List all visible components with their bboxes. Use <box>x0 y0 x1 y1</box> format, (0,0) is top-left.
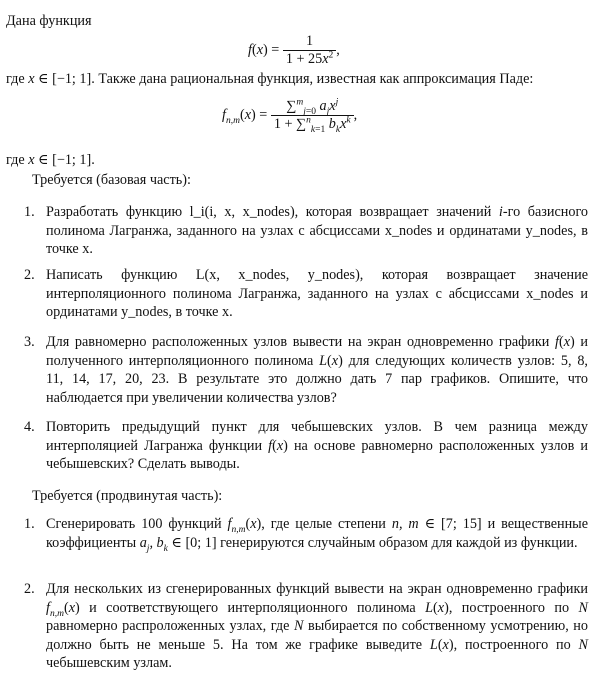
advanced-item-2-number: 2. <box>24 581 35 597</box>
pade-formula <box>222 98 357 133</box>
f-numerator: 1 <box>283 33 336 51</box>
advanced-header: Требуется (продвинутая часть): <box>32 488 223 504</box>
pade-denominator: 1 + ∑$^n_{k=1}$ $b_kx^k$ <box>273 115 351 135</box>
basic-item-4-text: Повторить предыдущий пункт для чебышевских узлов. В чем разница между интерполяцией Лагранжа функции f(x) на основе равномерно расположенных узлов и чебышевских? Сделать выводы. <box>46 419 588 473</box>
f-denominator: $1 + 25x^2$ <box>285 50 334 67</box>
pade-fraction <box>271 98 354 133</box>
basic-item-1-text: Разработать функцию l_i(i, x, x_nodes), которая возвращает значений i-го базисного полинома Лагранжа, заданного на узлах с абсциссами x_nodes и ординатами y_nodes, в точке x. <box>46 204 589 258</box>
pade-numerator: ∑$^m_{j=0}$ $a_jx^j$ <box>271 98 354 116</box>
advanced-item-1-text: Сгенерировать 100 функций $f_{n,m}(x)$, где целые степени n, m ∈ [7; 15] и вещественные коэффициенты $a_j$, $b_k$ ∈ [0; 1] генерируются случайным образом для каждой из функции. <box>46 516 589 554</box>
f-fraction <box>283 33 336 68</box>
pade-lhs: $f_{n,m}(x)$ = <box>222 107 271 126</box>
basic-item-1-number: 1. <box>24 204 35 220</box>
domain-line-1: где x ∈ [−1; 1]. Также дана рациональная функция, известная как аппроксимация Паде: <box>6 71 534 87</box>
pade-tail: , <box>353 107 358 123</box>
domain-line-2: где x ∈ [−1; 1]. <box>6 152 95 168</box>
basic-item-2-text: Написать функцию L(x, x_nodes, y_nodes), которая возвращает значение интерполяционного полинома Лагранжа, заданного на узлах с абсциссами x_nodes и ординатами y_nodes, в точке x. <box>46 267 588 321</box>
basic-header: Требуется (базовая часть): <box>32 172 191 188</box>
basic-item-3-number: 3. <box>24 334 35 350</box>
basic-item-4-number: 4. <box>24 419 35 435</box>
f-lhs: f(x) = <box>248 42 283 58</box>
f-tail: , <box>336 42 340 58</box>
advanced-item-1-number: 1. <box>24 516 35 532</box>
advanced-item-2-text: Для нескольких из сгенерированных функций вывести на экран одновременно графики $f_{n,m}(x)$ и соответствующего интерполяционного полинома L(x), построенного по N равномерно распроложенных узлах, где N выбирается по собственному усмотрению, но должно быть не меньше 5. На том же графике выведите L(x), построенного по N чебышевским узлам. <box>46 581 588 672</box>
intro-line: Дана функция <box>6 13 92 29</box>
basic-item-3-text: Для равномерно расположенных узлов вывести на экран одновременно графики f(x) и полученного интерполяционного полинома L(x) для следующих количеств узлов: 5, 8, 11, 14, 17, 20, 23. В результате это должно дать 7 пар графиков. Опишите, что наблюдается при увеличении количества узлов? <box>46 334 588 406</box>
f-formula <box>248 33 340 68</box>
basic-item-2-number: 2. <box>24 267 35 283</box>
